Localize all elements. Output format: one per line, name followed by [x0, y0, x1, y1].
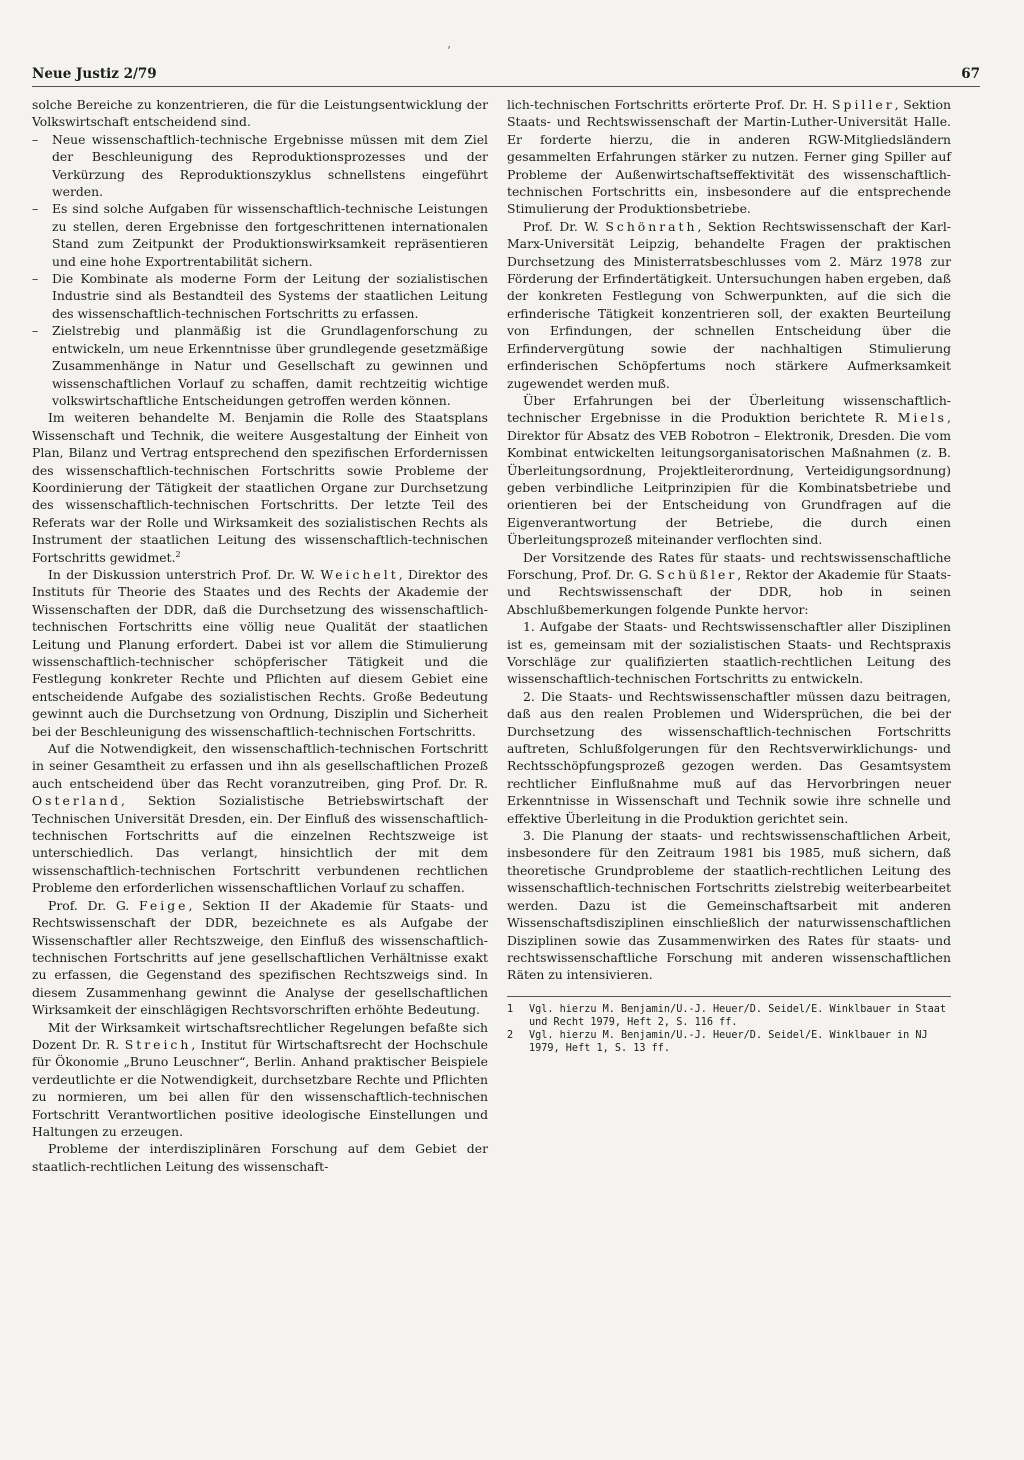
paragraph [507, 96, 951, 218]
numbered-points [507, 618, 951, 984]
person-name: Spiller [832, 97, 895, 112]
paragraph-text: Prof. Dr. G. [48, 897, 130, 913]
left-column [32, 96, 488, 1175]
paragraph-text: Der Vorsitzende des Rates für staats- und rechtswissenschaftliche Forschung, Prof. Dr. G. [507, 549, 951, 582]
paragraph-text: Mit der Wirksamkeit wirtschaftsrechtlicher Regelungen befaßte sich Dozent Dr. R. [32, 1019, 488, 1052]
paragraph [32, 740, 488, 897]
paragraph-text: , Direktor für Absatz des VEB Robotron – Elektronik, Dresden. Die vom Kombinat entwickelten leitungsorganisatorischen Maßnahmen (z. B. Überleitungsordnung, Projektleiterordnung, Verteidigungsordnung) geben verbindliche Leitprinzipien für die Kombinatsbetriebe und orientieren bei der Entscheidung von Grundfragen auf die Eigenverantwortung der Betriebe, die durch einen Überleitungsprozeß miteinander verflochten sind. [507, 410, 951, 548]
paragraph-text: , Sektion Rechtswissenschaft der Karl-Marx-Universität Leipzig, behandelte Fragen der praktischen Durchsetzung des Ministerratsbeschlusses vom 2. März 1978 zur Förderung der Erfindertätigkeit. Untersuchungen haben ergeben, daß der konkreten Festlegung von Schwerpunkten, auf die sich die erfinderische Tätigkeit konzentrieren soll, der exakten Beurteilung von Erfindungen, der schnellen Entscheidung über die Erfindervergütung sowie der nachhaltigen Stimulierung erfinderischen Schöpfertums noch stärkere Aufmerksamkeit zugewendet werden muß. [507, 218, 951, 391]
footnote-ref: 2 [175, 549, 181, 559]
paragraph [32, 897, 488, 1019]
paragraph-text: , Sektion Sozialistische Betriebswirtschaft der Technischen Universität Dresden, ein. Der Einfluß des wissenschaftlich-technischen Fortschritts auf die einzelnen Rechtszweige ist unterschiedlich. Das verlangt, hinsichtlich der mit dem wissenschaftlich-technischen Fortschritt verbundenen rechtlichen Probleme den erforderlichen wissenschaftlichen Vorlauf zu schaffen. [32, 793, 488, 896]
paragraph-text: lich-technischen Fortschritts erörterte Prof. Dr. H. [507, 97, 828, 112]
bullet-list [32, 131, 488, 410]
footnote-mark: 2 [507, 1029, 514, 1041]
page-number: 67 [961, 66, 980, 82]
paragraph-text: , Rektor der Akademie für Staats- und Rechtswissenschaft der DDR, hob in seinen Abschlußbemerkungen folgende Punkte hervor: [507, 566, 952, 617]
paragraph-text: Prof. Dr. W. [523, 218, 599, 234]
paragraph-text: In der Diskussion unterstrich Prof. Dr. W. [48, 566, 316, 582]
paragraph [507, 218, 951, 392]
paragraph-text: , Direktor des Instituts für Theorie des Staates und des Rechts der Akademie der Wissenschaften der DDR, daß die Durchsetzung des wissenschaftlich-technischen Fortschritts eine völlig neue Qualität der staatlichen Leitung und Planung erfordert. Dabei ist vor allem die Stimulierung wissenschaftlich-technischer schöpferischer Tätigkeit und die Festlegung konkreter Rechte und Pflichten auf diesem Gebiet eine entscheidende Aufgabe des sozialistischen Rechts. Große Bedeutung gewinnt auch die Durchsetzung von Ordnung, Disziplin und Sicherheit bei der Beschleunigung des wissenschaftlich-technischen Fortschritts. [32, 566, 488, 739]
paragraph [32, 409, 488, 566]
list-item: – Neue wissenschaftlich-technische Ergebnisse müssen mit dem Ziel der Beschleunigung des Reproduktionsprozesses und der Verkürzung des Reproduktionszyklus schnellstens eingeführt werden. [32, 131, 488, 201]
numbered-point: 1. Aufgabe der Staats- und Rechtswissenschaftler aller Disziplinen ist es, gemeinsam mit der sozialistischen Staats- und Rechtspraxis Vorschläge zur qualifizierten staatlich-rechtlichen Leitung des wissenschaftlich-technischen Fortschritts zu entwickeln. [507, 619, 951, 687]
page-header [32, 64, 980, 87]
paragraph-text: Auf die Notwendigkeit, den wissenschaftlich-technischen Fortschritt in seiner Gesamtheit zu erfassen und ihn als gesellschaftlichen Prozeß auch entscheidend über das Recht voranzutreiben, ging Prof. Dr. R. [32, 741, 488, 791]
paragraph [507, 549, 951, 619]
paragraph-text: , Institut für Wirtschaftsrecht der Hochschule für Ökonomie „Bruno Leuschner“, Berlin. Anhand praktischer Beispiele verdeutlichte er die Notwendigkeit, durchsetzbare Rechte und Pflichten zu normieren, um bei allen für den wissenschaftlich-technischen Fortschritt Verantwortlichen positive ideologische Einstellungen und Haltungen zu erzeugen. [32, 1036, 488, 1139]
scan-mark: ’ [447, 44, 451, 58]
paragraph-text: Im weiteren behandelte M. Benjamin die Rolle des Staatsplans Wissenschaft und Technik, die weitere Ausgestaltung der Einheit von Plan, Bilanz und Vertrag entsprechend den spezifischen Erfordernissen des wissenschaftlich-technischen Fortschritts sowie Probleme der Koordinierung der Tätigkeit der staatlichen Organe zur Durchsetzung des wissenschaftlich-technischen Fortschritts. Der letzte Teil des Referats war der Rolle und Wirksamkeit des sozialistischen Rechts als Instrument der staatlichen Leitung des wissenschaftlich-technischen Fortschritts gewidmet. [32, 410, 488, 565]
footnote-mark: 1 [507, 1003, 514, 1015]
paragraph [32, 566, 488, 740]
footnotes [507, 996, 951, 1055]
footnote [507, 1029, 951, 1055]
paragraph-text: , Sektion II der Akademie für Staats- und Rechtswissenschaft der DDR, bezeichnete es als Aufgabe der Wissenschaftler aller Rechtszweige, den Einfluß des wissenschaftlich-technischen Fortschritts auf jene gesellschaftlichen Verhältnisse exakt zu erfassen, die Gegenstand des spezifischen Rechtszweigs sind. In diesem Zusammenhang gewinnt die Analyse der gesellschaftlichen Wirksamkeit der einschlägigen Rechtsvorschriften erhöhte Bedeutung. [32, 897, 488, 1018]
list-item: – Zielstrebig und planmäßig ist die Grundlagenforschung zu entwickeln, um neue Erkenntnisse über grundlegende gesetzmäßige Zusammenhänge in Natur und Gesellschaft zu gewinnen und wissenschaftlichen Vorlauf zu schaffen, damit rechtzeitig wichtige volkswirtschaftliche Entscheidungen getroffen werden können. [32, 322, 488, 409]
list-item: – Es sind solche Aufgaben für wissenschaftlich-technische Leistungen zu stellen, deren Ergebnisse den fortgeschrittenen internationalen Stand zum Zeitpunkt der Produktionswirksamkeit repräsentieren und eine hohe Exportrentabilität sichern. [32, 200, 488, 270]
paragraph [507, 392, 951, 549]
person-name: Feige [139, 897, 189, 913]
paragraph-text: Über Erfahrungen bei der Überleitung wissenschaftlich-technischer Ergebnisse in die Produktion berichtete R. [507, 392, 951, 426]
person-name: Weichelt [320, 566, 399, 582]
paragraph-text: , Sektion Staats- und Rechtswissenschaft der Martin-Luther-Universität Halle. Er forderte hierzu, die in anderen RGW-Mitgliedsländern gesammelten Erfahrungen stärker zu nutzen. Ferner ging Spiller auf Probleme der Außenwirtschaftseffektivität des wissenschaftlich-technischen Fortschritts ein, insbesondere auf die entsprechende Stimulierung der Produktionsbetriebe. [507, 97, 951, 217]
numbered-point: 3. Die Planung der staats- und rechtswissenschaftlichen Arbeit, insbesondere für den Zeitraum 1981 bis 1985, muß sichern, daß theoretische Grundprobleme der staatlich-rechtlichen Leitung des wissenschaftlich-technischen Fortschritts zielstrebig weiterbearbeitet werden. Dazu ist die Gemeinschaftsarbeit mit anderen Wissenschaftsdisziplinen einschließlich der naturwissenschaftlichen Disziplinen sowie das Zusammenwirken des Rates für staats- und rechtswissenschaftliche Forschung mit anderen wissenschaftlichen Räten zu intensivieren. [507, 828, 951, 983]
person-name: Schüßler [656, 566, 738, 582]
footnote [507, 1003, 951, 1029]
list-lead: solche Bereiche zu konzentrieren, die für die Leistungsentwicklung der Volkswirtschaft entscheidend sind. [32, 97, 488, 130]
person-name: Miels [897, 410, 948, 426]
person-name: Osterland [32, 793, 122, 809]
person-name: Schönrath [605, 218, 698, 234]
journal-title: Neue Justiz 2/79 [32, 66, 157, 82]
footnote-text: Vgl. hierzu M. Benjamin/U.-J. Heuer/D. Seidel/E. Winklbauer in NJ 1979, Heft 1, S. 13 ff. [529, 1029, 928, 1054]
numbered-point: 2. Die Staats- und Rechtswissenschaftler müssen dazu beitragen, daß aus den realen Problemen und Widersprüchen, die bei der Durchsetzung des wissenschaftlich-technischen Fortschritts auftreten, Schlußfolgerungen für den Rechtsverwirklichungs- und Rechtsschöpfungsprozeß gezogen werden. Das Gesamtsystem rechtlicher Einflußnahme muß auf das Hervorbringen neuer Erkenntnisse in Wissenschaft und Technik sowie ihre schnelle und effektive Überleitung in die Produktion gerichtet sein. [507, 688, 951, 826]
list-item: – Die Kombinate als moderne Form der Leitung der sozialistischen Industrie sind als Bestandteil des Systems der staatlichen Leitung des wissenschaftlich-technischen Fortschritts zu erfassen. [32, 270, 488, 322]
paragraph: Probleme der interdisziplinären Forschung auf dem Gebiet der staatlich-rechtlichen Leitung des wissenschaft- [32, 1141, 488, 1174]
person-name: Streich [124, 1036, 192, 1052]
footnote-text: Vgl. hierzu M. Benjamin/U.-J. Heuer/D. Seidel/E. Winklbauer in Staat und Recht 1979, Heft 2, S. 116 ff. [529, 1003, 947, 1028]
paragraph [32, 1019, 488, 1141]
right-column [507, 96, 951, 1055]
